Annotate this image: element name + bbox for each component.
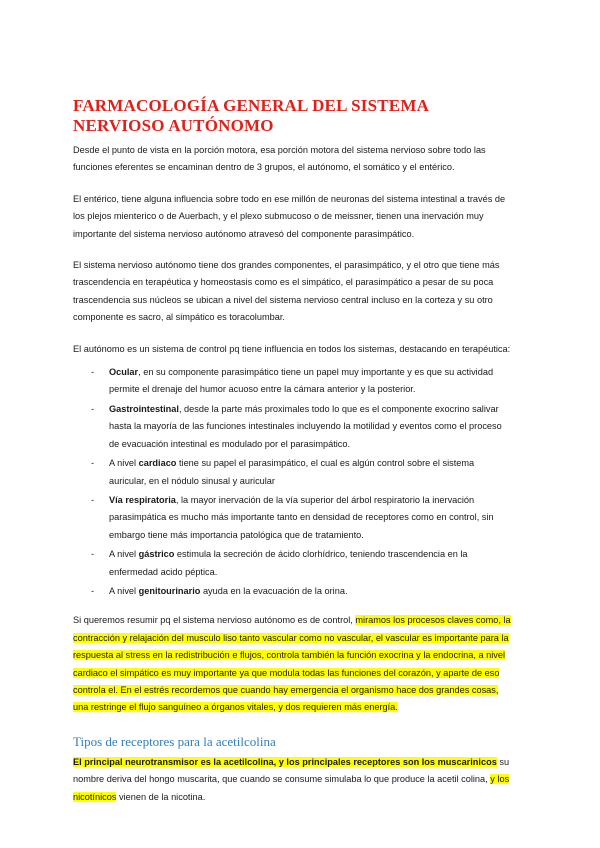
list-item: - A nivel gástrico estimula la secreción de ácido clorhídrico, teniendo trascendencia en la enfermedad acido péptica. — [91, 549, 468, 577]
document-page — [73, 96, 513, 820]
list-item: - A nivel genitourinario ayuda en la evacuación de la orina. — [91, 585, 348, 596]
paragraph-intro: Desde el punto de vista en la porción motora, esa porción motora del sistema nervioso sobre todo las funciones eferentes se encaminan dentro de 3 grupos, el autónomo, el somático y el entérico. — [73, 145, 486, 173]
list-item: - A nivel cardiaco tiene su papel el parasimpático, el cual es algún control sobre el sistema auricular, en el nódulo sinusal y auricular — [91, 458, 475, 486]
highlighted-text: El principal neurotransmisor es la acetilcolina, y los principales receptores son los muscarinicos — [73, 756, 497, 767]
paragraph-summary: Si queremos resumir pq el sistema nervioso autónomo es de control, miramos los procesos claves como, la contracción y relajación del musculo liso tanto vascular como no vascular, el vascular es importante para la respuesta al stress en la redistribución e flujos, controla también la función exocrina y la endocrina, a nivel cardiaco el simpático es muy importante ya que modula todas las funciones del corazón, y aparte de eso controla el. En el estrés recordemos que cuando hay emergencia el organismo hace dos grandes cosas, una restringe el flujo sanguíneo a órganos vitales, y dos requieren más energía. — [73, 615, 511, 713]
highlighted-text: y los nicotínicos — [73, 774, 510, 802]
highlighted-text: miramos los procesos claves como, la contracción y relajación del musculo liso tanto vascular como no vascular, el vascular es importante para la respuesta al stress en la redistribución e flujos, controla también la función exocrina y la endocrina, a nivel cardiaco el simpático es muy importante ya que modula todas las funciones del corazón, y aparte de eso controla el. En el estrés recordemos que cuando hay emergencia el organismo hace dos grandes cosas, una restringe el flujo sanguíneo a órganos vitales, y dos requieren más energía. — [73, 615, 511, 713]
bullet-list — [73, 364, 513, 600]
paragraph-enterico: El entérico, tiene alguna influencia sobre todo en ese millón de neuronas del sistema intestinal a través de los plejos mienterico o de Auerbach, y el plexo submucoso o de meissner, tienen una inervación muy importante del sistema nervioso autónomo atravesó del componente parasimpático. — [73, 193, 506, 239]
list-item: - Ocular, en su componente parasimpático tiene un papel muy importante y es que su actividad permite el drenaje del humor acuoso entre la cámara anterior y la posterior. — [91, 367, 494, 395]
section-heading: Tipos de receptores para la acetilcolina — [73, 733, 276, 749]
paragraph-control: El autónomo es un sistema de control pq tiene influencia en todos los sistemas, destacando en terapéutica: — [73, 343, 511, 354]
list-item: - Gastrointestinal, desde la parte más proximales todo lo que es el componente exocrino salivar hasta la mayoría de las funciones intestinales incluyendo la motilidad y eventos como el proceso de evacuación intestinal es modulado por el parasimpático. — [91, 403, 502, 449]
list-item: - Vía respiratoria, la mayor inervación de la vía superior del árbol respiratorio la inervación parasimpática es mucho más importante tanto en densidad de receptores como en control, sin embargo tiene más importancia patológica que de tratamiento. — [91, 494, 494, 540]
paragraph-autonomo-componentes: El sistema nervioso autónomo tiene dos grandes componentes, el parasimpático, y el otro que tiene más trascendencia en terapéutica y homeostasis como es el simpático, el parasimpático a pesar de su poca trascendencia sus núcleos se ubican a nivel del sistema nervioso central incluso en la corteza y su otro componente es sacro, al simpático es toracolumbar. — [73, 260, 500, 323]
paragraph-receptores: El principal neurotransmisor es la acetilcolina, y los principales receptores son los muscarinicos su nombre deriva del hongo muscarita, que cuando se consume simulaba lo que produce la acetil colina, y los nicotínicos vienen de la nicotina. — [73, 756, 510, 802]
page-title: FARMACOLOGÍA GENERAL DEL SISTEMA NERVIOSO AUTÓNOMO — [73, 96, 429, 135]
